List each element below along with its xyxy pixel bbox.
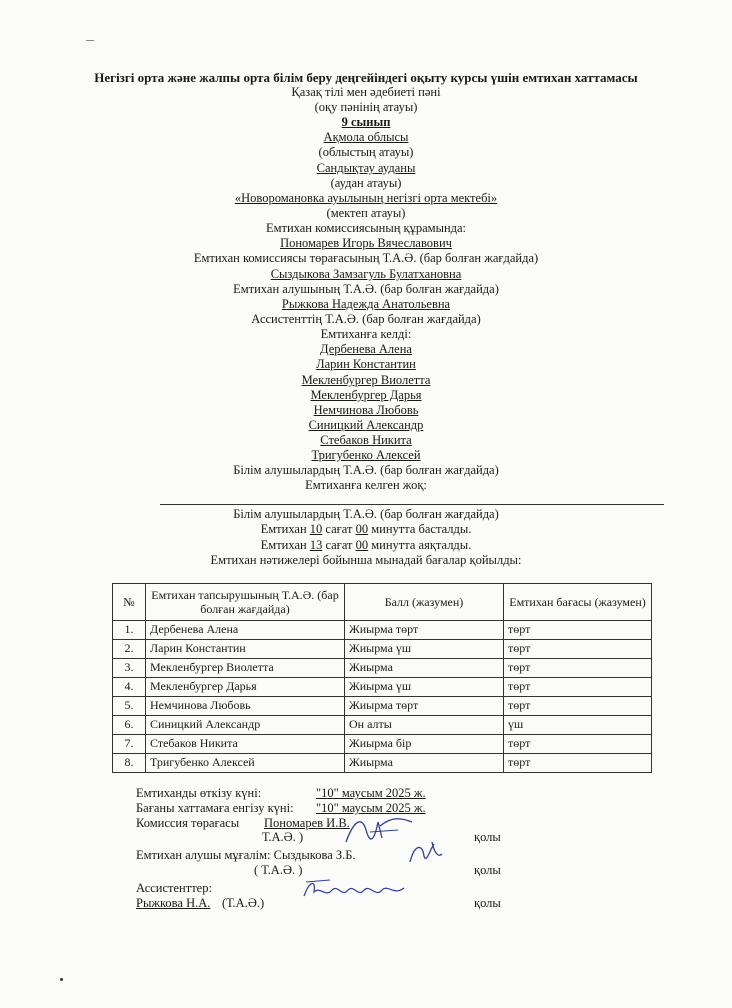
row-grade: төрт xyxy=(504,697,652,716)
school-name: «Новоромановка ауылының негізгі орта мектебі» xyxy=(234,191,498,205)
col-name-header: Емтихан тапсырушының Т.А.Ә. (бар болған жағдайда) xyxy=(146,584,345,621)
row-score: Жиырма үш xyxy=(345,678,504,697)
row-grade: төрт xyxy=(504,659,652,678)
chair-value: Пономарев И.В. xyxy=(264,816,350,830)
row-score: Жиырма төрт xyxy=(345,697,504,716)
col-grade-header: Емтихан бағасы (жазумен) xyxy=(504,584,652,621)
examiner-label: Емтихан алушы мұғалім: Сыздыкова З.Б. xyxy=(136,848,356,862)
absent-caption: Білім алушылардың Т.А.Ә. (бар болған жағдайда) xyxy=(233,507,499,521)
row-num: 2. xyxy=(113,640,146,659)
row-grade: төрт xyxy=(504,621,652,640)
row-num: 4. xyxy=(113,678,146,697)
present-caption: Білім алушылардың Т.А.Ә. (бар болған жағдайда) xyxy=(233,463,499,477)
row-grade: төрт xyxy=(504,754,652,773)
row-num: 5. xyxy=(113,697,146,716)
row-name: Мекленбургер Дарья xyxy=(146,678,345,697)
fio-caption: Т.А.Ә. ) xyxy=(262,830,304,844)
col-num-header: № xyxy=(113,584,146,621)
present-student: Дербенева Алена xyxy=(320,342,412,356)
start-suffix: минутта басталды. xyxy=(368,522,472,536)
start-mid: сағат xyxy=(322,522,356,536)
commission-heading: Емтихан комиссиясының құрамында: xyxy=(265,221,467,235)
signature-caption: қолы xyxy=(474,896,501,910)
row-grade: үш xyxy=(504,716,652,735)
start-time xyxy=(0,522,732,537)
table-row xyxy=(113,678,652,697)
region-name: Ақмола облысы xyxy=(323,130,409,144)
chair-caption: Емтихан комиссиясы төрағасының Т.А.Ә. (бар болған жағдайда) xyxy=(193,251,539,265)
assistant-name: Рыжкова Надежда Анатольевна xyxy=(281,297,451,311)
row-score: Жиырма үш xyxy=(345,640,504,659)
end-time xyxy=(0,538,732,553)
assistants-label: Ассистенттер: xyxy=(136,881,212,895)
present-student: Мекленбургер Виолетта xyxy=(301,373,431,387)
start-hour: 10 xyxy=(309,522,323,536)
row-num: 6. xyxy=(113,716,146,735)
assistant-caption: Ассистенттің Т.А.Ә. (бар болған жағдайда) xyxy=(251,312,481,326)
row-num: 8. xyxy=(113,754,146,773)
start-prefix: Емтихан xyxy=(260,522,310,536)
row-grade: төрт xyxy=(504,678,652,697)
present-student: Синицкий Александр xyxy=(308,418,424,432)
results-table xyxy=(112,583,652,773)
entry-date-label: Бағаны хаттамаға енгізу күні: xyxy=(136,801,294,815)
row-name: Ларин Константин xyxy=(146,640,345,659)
present-student: Немчинова Любовь xyxy=(313,403,419,417)
absent-line xyxy=(160,504,664,505)
examiner-name: Сыздыкова Замзагуль Булатхановна xyxy=(270,267,462,281)
subject-caption: (оқу пәнінің атауы) xyxy=(314,100,418,114)
results-intro: Емтихан нәтижелері бойынша мынадай бағалар қойылды: xyxy=(210,553,522,567)
school-caption: (мектеп атауы) xyxy=(326,206,406,220)
end-mid: сағат xyxy=(322,538,356,552)
col-score-header: Балл (жазумен) xyxy=(345,584,504,621)
chair-label: Комиссия төрағасы xyxy=(136,816,240,830)
table-row xyxy=(113,735,652,754)
row-score: Жиырма xyxy=(345,754,504,773)
row-name: Синицкий Александр xyxy=(146,716,345,735)
present-student: Тригубенко Алексей xyxy=(311,448,421,462)
present-heading: Емтиханға келді: xyxy=(320,327,412,341)
row-score: Жиырма xyxy=(345,659,504,678)
absent-heading: Емтиханға келген жоқ: xyxy=(305,478,427,492)
row-name: Тригубенко Алексей xyxy=(146,754,345,773)
subject-name: Қазақ тілі мен әдебиеті пәні xyxy=(291,85,441,99)
grade-label: 9 сынып xyxy=(341,115,391,129)
examiner-signature-icon xyxy=(404,836,448,870)
row-name: Немчинова Любовь xyxy=(146,697,345,716)
region-caption: (облыстың атауы) xyxy=(318,145,414,159)
row-grade: төрт xyxy=(504,735,652,754)
row-name: Дербенева Алена xyxy=(146,621,345,640)
end-prefix: Емтихан xyxy=(260,538,310,552)
row-num: 1. xyxy=(113,621,146,640)
exam-date-value: "10" маусым 2025 ж. xyxy=(316,786,426,800)
examiner-caption: Емтихан алушының Т.А.Ә. (бар болған жағдайда) xyxy=(233,282,499,296)
row-score: Жиырма бір xyxy=(345,735,504,754)
fio-caption: ( Т.А.Ә. ) xyxy=(254,863,303,877)
signature-caption: қолы xyxy=(474,863,501,877)
present-student: Стебаков Никита xyxy=(320,433,412,447)
table-row xyxy=(113,754,652,773)
row-score: Жиырма төрт xyxy=(345,621,504,640)
scan-dot xyxy=(60,978,63,981)
row-grade: төрт xyxy=(504,640,652,659)
end-hour: 13 xyxy=(309,538,323,552)
assistant-value: Рыжкова Н.А. xyxy=(136,896,211,910)
document-title: Негізгі орта және жалпы орта білім беру деңгейіндегі оқыту курсы үшін емтихан хаттамасы xyxy=(94,70,638,85)
end-suffix: минутта аяқталды. xyxy=(368,538,472,552)
row-num: 3. xyxy=(113,659,146,678)
row-name: Стебаков Никита xyxy=(146,735,345,754)
signature-caption: қолы xyxy=(474,830,501,844)
present-student: Мекленбургер Дарья xyxy=(310,388,422,402)
row-num: 7. xyxy=(113,735,146,754)
district-caption: (аудан атауы) xyxy=(330,176,402,190)
table-row xyxy=(113,621,652,640)
district-name: Сандықтау ауданы xyxy=(316,161,416,175)
exam-date-label: Емтиханды өткізу күні: xyxy=(136,786,262,800)
table-row xyxy=(113,697,652,716)
start-min: 00 xyxy=(355,522,369,536)
end-min: 00 xyxy=(355,538,369,552)
chair-name: Пономарев Игорь Вячеславович xyxy=(280,236,452,250)
table-header-row xyxy=(113,584,652,621)
table-row xyxy=(113,640,652,659)
present-student: Ларин Константин xyxy=(316,357,416,371)
assistant-signature-icon xyxy=(300,876,412,906)
table-row xyxy=(113,716,652,735)
table-row xyxy=(113,659,652,678)
fio-caption: (Т.А.Ә.) xyxy=(222,896,265,910)
scan-mark xyxy=(86,40,94,41)
row-score: Он алты xyxy=(345,716,504,735)
entry-date-value: "10" маусым 2025 ж. xyxy=(316,801,426,815)
row-name: Мекленбургер Виолетта xyxy=(146,659,345,678)
